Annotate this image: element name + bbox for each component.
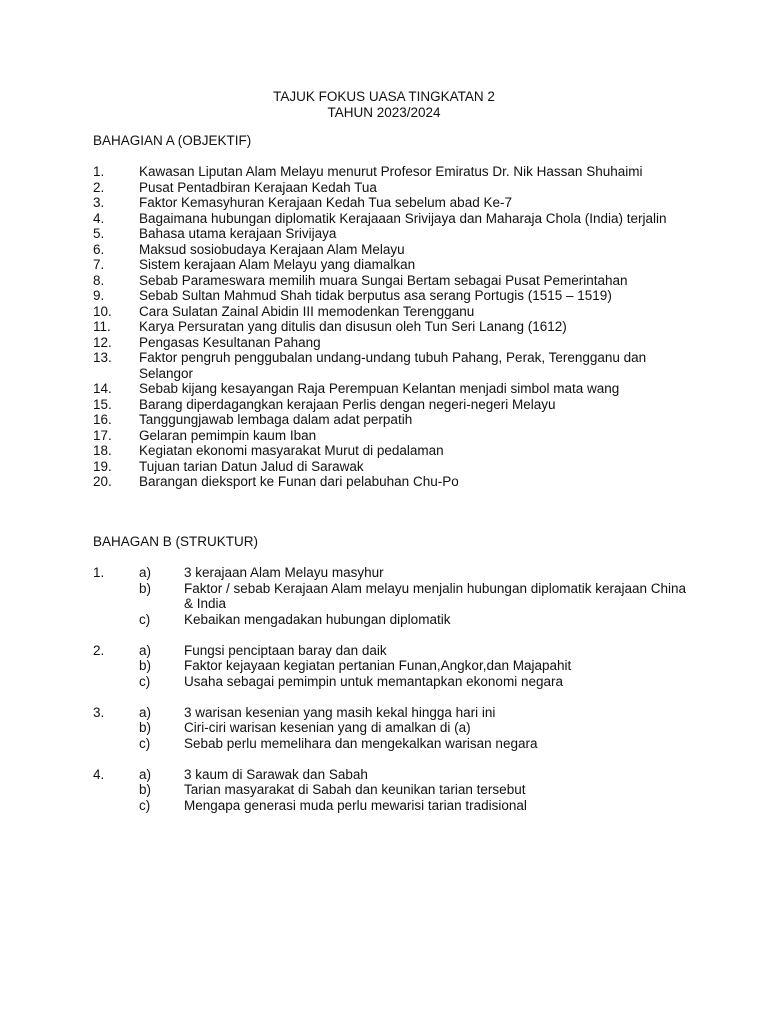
part-letter: b) — [139, 720, 152, 735]
list-item — [93, 180, 693, 196]
list-item — [93, 257, 693, 273]
question-part — [93, 705, 693, 721]
part-text: Usaha sebagai pemimpin untuk memantapkan ekonomi negara — [184, 673, 563, 689]
question-number — [93, 674, 139, 690]
item-number: 13. — [93, 350, 112, 365]
question-number — [93, 720, 139, 736]
part-letter: a) — [139, 642, 152, 658]
part-letter: a) — [139, 766, 152, 782]
part-letter: c) — [139, 797, 151, 813]
list-item — [93, 273, 693, 289]
part-text: Fungsi penciptaan baray dan daik — [184, 642, 387, 658]
question-group — [93, 705, 693, 752]
question-part — [93, 720, 693, 736]
question-group — [93, 767, 693, 814]
item-text: Sistem kerajaan Alam Melayu yang diamalkan — [139, 257, 416, 272]
part-letter: c) — [139, 673, 151, 689]
item-text: Karya Persuratan yang ditulis dan disusun oleh Tun Seri Lanang (1612) — [139, 319, 567, 334]
list-item — [93, 428, 693, 444]
item-text: Sebab Parameswara memilih muara Sungai Bertam sebagai Pusat Pemerintahan — [139, 272, 628, 288]
part-letter: b) — [139, 782, 152, 797]
part-text: Kebaikan mengadakan hubungan diplomatik — [184, 611, 451, 627]
document-title — [0, 89, 768, 120]
part-text: Mengapa generasi muda perlu mewarisi tarian tradisional — [184, 797, 527, 813]
list-item — [93, 335, 693, 351]
item-text: Sebab kijang kesayangan Raja Perempuan Kelantan menjadi simbol mata wang — [139, 381, 620, 396]
part-text: Faktor kejayaan kegiatan pertanian Funan,Angkor,dan Majapahit — [184, 658, 572, 673]
item-number: 7. — [93, 257, 105, 272]
part-text: Tarian masyarakat di Sabah dan keunikan tarian tersebut — [184, 782, 526, 797]
item-text: Tanggungjawab lembaga dalam adat perpatih — [139, 412, 413, 427]
item-text: Pengasas Kesultanan Pahang — [139, 334, 321, 350]
list-item — [93, 459, 693, 475]
question-number — [93, 612, 139, 628]
item-number: 20. — [93, 474, 112, 489]
list-item — [93, 304, 693, 320]
question-number — [93, 782, 139, 798]
item-number: 2. — [93, 179, 105, 195]
item-text: Bahasa utama kerajaan Srivijaya — [139, 226, 337, 241]
item-number: 3. — [93, 195, 105, 210]
question-part — [93, 612, 693, 628]
item-number: 14. — [93, 381, 112, 396]
question-number: 2. — [93, 642, 105, 658]
item-number: 16. — [93, 412, 112, 427]
part-text: 3 kaum di Sarawak dan Sabah — [184, 766, 368, 782]
item-text: Barang diperdagangkan kerajaan Perlis dengan negeri-negeri Melayu — [139, 396, 556, 412]
question-number — [93, 798, 139, 814]
item-text: Kegiatan ekonomi masyarakat Murut di pedalaman — [139, 443, 444, 458]
list-item — [93, 226, 693, 242]
part-text: 3 warisan kesenian yang masih kekal hingga hari ini — [184, 704, 496, 720]
list-item — [93, 242, 693, 258]
list-item — [93, 211, 693, 227]
question-group — [93, 565, 693, 627]
item-number: 10. — [93, 303, 112, 319]
item-text: Gelaran pemimpin kaum Iban — [139, 427, 317, 443]
list-item — [93, 397, 693, 413]
question-part — [93, 782, 693, 798]
item-number: 6. — [93, 241, 105, 257]
list-item — [93, 288, 693, 304]
list-item — [93, 474, 693, 490]
item-text: Faktor Kemasyhuran Kerajaan Kedah Tua sebelum abad Ke-7 — [139, 195, 512, 210]
item-text: Pusat Pentadbiran Kerajaan Kedah Tua — [139, 179, 377, 195]
item-text: Kawasan Liputan Alam Melayu menurut Profesor Emiratus Dr. Nik Hassan Shuhaimi — [139, 164, 643, 179]
part-letter: a) — [139, 704, 152, 720]
part-letter: c) — [139, 611, 151, 627]
item-number: 11. — [93, 319, 111, 334]
item-number: 12. — [93, 334, 112, 350]
item-text: Sebab Sultan Mahmud Shah tidak berputus asa serang Portugis (1515 – 1519) — [139, 288, 612, 303]
question-number: 3. — [93, 704, 105, 720]
item-text: Tujuan tarian Datun Jalud di Sarawak — [139, 458, 364, 474]
part-letter: c) — [139, 735, 151, 751]
list-item — [93, 319, 693, 335]
item-number: 8. — [93, 272, 105, 288]
list-item — [93, 350, 693, 381]
item-text: Maksud sosiobudaya Kerajaan Alam Melayu — [139, 241, 405, 257]
part-letter: b) — [139, 580, 152, 596]
item-text: Cara Sulatan Zainal Abidin III memodenkan Terengganu — [139, 303, 475, 319]
item-number: 17. — [93, 427, 112, 443]
item-text: Barangan dieksport ke Funan dari pelabuhan Chu-Po — [139, 474, 459, 489]
section-a-list — [93, 164, 693, 490]
item-text: Faktor pengruh penggubalan undang-undang tubuh Pahang, Perak, Terengganu dan Selangor — [139, 350, 647, 381]
question-number — [93, 658, 139, 674]
item-number: 5. — [93, 226, 105, 241]
section-b-list — [93, 565, 693, 829]
section-b-heading: BAHAGAN B (STRUKTUR) — [93, 534, 259, 549]
part-letter: b) — [139, 658, 152, 673]
item-number: 9. — [93, 288, 105, 303]
item-number: 18. — [93, 443, 112, 458]
question-number — [93, 581, 139, 612]
section-a-heading: BAHAGIAN A (OBJEKTIF) — [93, 133, 252, 148]
question-part — [93, 736, 693, 752]
question-number — [93, 736, 139, 752]
question-part — [93, 767, 693, 783]
list-item — [93, 412, 693, 428]
question-part — [93, 798, 693, 814]
part-text: Sebab perlu memelihara dan mengekalkan warisan negara — [184, 735, 538, 751]
item-number: 15. — [93, 396, 112, 412]
part-text: Faktor / sebab Kerajaan Alam melayu menjalin hubungan diplomatik kerajaan China & India — [184, 580, 687, 611]
question-number: 1. — [93, 565, 105, 580]
item-text: Bagaimana hubungan diplomatik Kerajaaan Srivijaya dan Maharaja Chola (India) terjalin — [139, 210, 667, 226]
list-item — [93, 443, 693, 459]
part-text: 3 kerajaan Alam Melayu masyhur — [184, 565, 384, 580]
question-part — [93, 581, 693, 612]
item-number: 1. — [93, 164, 105, 179]
title-line-2: TAHUN 2023/2024 — [327, 104, 441, 120]
question-number: 4. — [93, 766, 105, 782]
title-line-1: TAJUK FOKUS UASA TINGKATAN 2 — [273, 89, 495, 104]
question-part — [93, 565, 693, 581]
question-group — [93, 643, 693, 690]
list-item — [93, 164, 693, 180]
question-part — [93, 643, 693, 659]
question-part — [93, 674, 693, 690]
part-text: Ciri-ciri warisan kesenian yang di amalkan di (a) — [184, 720, 471, 735]
item-number: 19. — [93, 458, 112, 474]
list-item — [93, 381, 693, 397]
item-number: 4. — [93, 210, 105, 226]
list-item — [93, 195, 693, 211]
question-part — [93, 658, 693, 674]
part-letter: a) — [139, 565, 152, 580]
